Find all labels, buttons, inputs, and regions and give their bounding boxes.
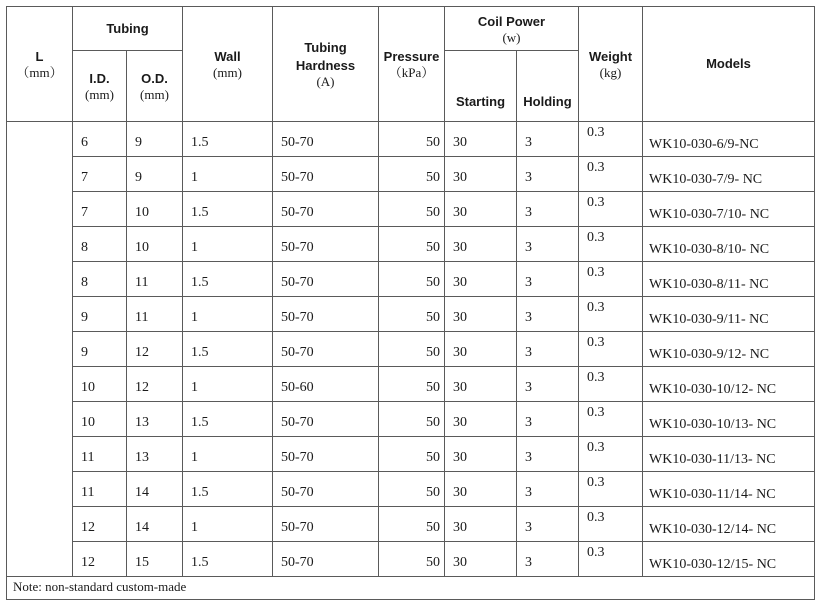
cell-model: WK10-030-7/9- NC — [643, 157, 815, 192]
cell-weight: 0.3 — [579, 192, 643, 227]
cell-weight: 0.3 — [579, 472, 643, 507]
header-models-label: Models — [706, 56, 751, 71]
cell-od: 12 — [127, 332, 183, 367]
table-row — [7, 542, 815, 577]
table-row — [7, 262, 815, 297]
cell-wall: 1 — [183, 437, 273, 472]
cell-holding: 3 — [517, 332, 579, 367]
cell-weight: 0.3 — [579, 367, 643, 402]
cell-model: WK10-030-11/13- NC — [643, 437, 815, 472]
cell-id: 12 — [73, 507, 127, 542]
cell-wall: 1.5 — [183, 542, 273, 577]
cell-starting: 30 — [445, 472, 517, 507]
header-starting — [445, 51, 517, 122]
header-od-unit: (mm) — [140, 87, 169, 102]
header-pressure-label: Pressure — [383, 49, 440, 64]
table-row — [7, 507, 815, 542]
header-tubing-label: Tubing — [106, 20, 149, 36]
cell-od: 9 — [127, 157, 183, 192]
cell-holding: 3 — [517, 297, 579, 332]
cell-id: 11 — [73, 437, 127, 472]
cell-holding: 3 — [517, 122, 579, 157]
header-models — [643, 7, 815, 122]
cell-holding: 3 — [517, 157, 579, 192]
cell-holding: 3 — [517, 402, 579, 437]
cell-holding: 3 — [517, 192, 579, 227]
header-length — [7, 7, 73, 122]
header-holding — [517, 51, 579, 122]
cell-holding: 3 — [517, 542, 579, 577]
cell-hardness: 50-70 — [273, 507, 379, 542]
header-length-label: L — [35, 49, 44, 64]
table-row — [7, 367, 815, 402]
cell-model: WK10-030-8/11- NC — [643, 262, 815, 297]
cell-holding: 3 — [517, 472, 579, 507]
cell-id: 8 — [73, 262, 127, 297]
cell-id: 10 — [73, 402, 127, 437]
cell-weight: 0.3 — [579, 542, 643, 577]
cell-hardness: 50-70 — [273, 542, 379, 577]
cell-hardness: 50-70 — [273, 192, 379, 227]
cell-hardness: 50-70 — [273, 437, 379, 472]
cell-model: WK10-030-8/10- NC — [643, 227, 815, 262]
cell-wall: 1.5 — [183, 402, 273, 437]
header-pressure — [379, 7, 445, 122]
header-id — [73, 51, 127, 122]
cell-wall: 1.5 — [183, 262, 273, 297]
cell-pressure: 50 — [379, 402, 445, 437]
cell-weight: 0.3 — [579, 437, 643, 472]
table-row — [7, 402, 815, 437]
cell-weight: 0.3 — [579, 297, 643, 332]
cell-pressure: 50 — [379, 262, 445, 297]
header-wall — [183, 7, 273, 122]
cell-wall: 1 — [183, 297, 273, 332]
cell-od: 11 — [127, 297, 183, 332]
cell-starting: 30 — [445, 122, 517, 157]
cell-hardness: 50-70 — [273, 122, 379, 157]
header-hardness — [273, 7, 379, 122]
header-hardness-unit: (A) — [316, 74, 335, 89]
cell-model: WK10-030-10/12- NC — [643, 367, 815, 402]
cell-pressure: 50 — [379, 507, 445, 542]
cell-wall: 1.5 — [183, 332, 273, 367]
cell-hardness: 50-70 — [273, 402, 379, 437]
cell-id: 9 — [73, 297, 127, 332]
cell-starting: 30 — [445, 157, 517, 192]
cell-od: 10 — [127, 192, 183, 227]
table-row — [7, 157, 815, 192]
table-row — [7, 472, 815, 507]
header-wall-label: Wall — [214, 49, 241, 64]
cell-od: 12 — [127, 367, 183, 402]
cell-od: 11 — [127, 262, 183, 297]
spec-table — [6, 6, 815, 600]
cell-wall: 1 — [183, 157, 273, 192]
cell-weight: 0.3 — [579, 157, 643, 192]
header-hardness-label-1: Tubing — [304, 40, 347, 55]
table-body — [7, 122, 815, 577]
table-row — [7, 122, 815, 157]
cell-hardness: 50-70 — [273, 262, 379, 297]
cell-id: 9 — [73, 332, 127, 367]
table-row — [7, 227, 815, 262]
cell-model: WK10-030-10/13- NC — [643, 402, 815, 437]
cell-wall: 1.5 — [183, 472, 273, 507]
cell-pressure: 50 — [379, 472, 445, 507]
cell-wall: 1 — [183, 507, 273, 542]
cell-od: 13 — [127, 402, 183, 437]
cell-starting: 30 — [445, 192, 517, 227]
cell-id: 12 — [73, 542, 127, 577]
cell-weight: 0.3 — [579, 262, 643, 297]
header-coil-unit: (w) — [502, 29, 521, 45]
cell-id: 6 — [73, 122, 127, 157]
table-row — [7, 332, 815, 367]
cell-weight: 0.3 — [579, 402, 643, 437]
cell-holding: 3 — [517, 437, 579, 472]
cell-hardness: 50-70 — [273, 332, 379, 367]
cell-pressure: 50 — [379, 332, 445, 367]
cell-hardness: 50-70 — [273, 297, 379, 332]
header-coil-label: Coil Power — [477, 13, 546, 29]
cell-model: WK10-030-12/14- NC — [643, 507, 815, 542]
table-row — [7, 192, 815, 227]
cell-od: 13 — [127, 437, 183, 472]
cell-hardness: 50-70 — [273, 157, 379, 192]
cell-pressure: 50 — [379, 367, 445, 402]
cell-pressure: 50 — [379, 542, 445, 577]
cell-weight: 0.3 — [579, 507, 643, 542]
cell-wall: 1 — [183, 367, 273, 402]
cell-model: WK10-030-7/10- NC — [643, 192, 815, 227]
cell-model: WK10-030-12/15- NC — [643, 542, 815, 577]
header-od-label: O.D. — [141, 71, 168, 86]
header-wall-unit: (mm) — [213, 65, 242, 80]
cell-starting: 30 — [445, 262, 517, 297]
cell-id: 11 — [73, 472, 127, 507]
cell-id: 7 — [73, 192, 127, 227]
cell-starting: 30 — [445, 367, 517, 402]
cell-starting: 30 — [445, 437, 517, 472]
cell-od: 9 — [127, 122, 183, 157]
cell-hardness: 50-70 — [273, 227, 379, 262]
table-note: Note: non-standard custom-made — [7, 577, 815, 600]
cell-model: WK10-030-9/11- NC — [643, 297, 815, 332]
cell-pressure: 50 — [379, 297, 445, 332]
header-weight — [579, 7, 643, 122]
cell-holding: 3 — [517, 507, 579, 542]
cell-pressure: 50 — [379, 437, 445, 472]
cell-pressure: 50 — [379, 192, 445, 227]
header-pressure-unit: （kPa） — [388, 65, 435, 80]
length-column-cell — [7, 122, 73, 577]
cell-starting: 30 — [445, 507, 517, 542]
table-row — [7, 297, 815, 332]
header-id-label: I.D. — [89, 71, 110, 86]
header-id-unit: (mm) — [85, 87, 114, 102]
cell-holding: 3 — [517, 227, 579, 262]
cell-od: 10 — [127, 227, 183, 262]
cell-id: 8 — [73, 227, 127, 262]
cell-weight: 0.3 — [579, 332, 643, 367]
header-weight-label: Weight — [588, 49, 633, 64]
cell-id: 7 — [73, 157, 127, 192]
cell-od: 14 — [127, 507, 183, 542]
cell-starting: 30 — [445, 402, 517, 437]
header-holding-label: Holding — [523, 94, 572, 109]
cell-starting: 30 — [445, 297, 517, 332]
cell-pressure: 50 — [379, 157, 445, 192]
cell-weight: 0.3 — [579, 227, 643, 262]
header-hardness-label-2: Hardness — [295, 58, 356, 73]
cell-model: WK10-030-6/9-NC — [643, 122, 815, 157]
cell-model: WK10-030-9/12- NC — [643, 332, 815, 367]
cell-starting: 30 — [445, 227, 517, 262]
cell-hardness: 50-70 — [273, 472, 379, 507]
header-starting-label: Starting — [455, 94, 506, 109]
cell-starting: 30 — [445, 542, 517, 577]
cell-wall: 1.5 — [183, 192, 273, 227]
table-row — [7, 437, 815, 472]
cell-holding: 3 — [517, 262, 579, 297]
cell-od: 15 — [127, 542, 183, 577]
header-od — [127, 51, 183, 122]
header-length-unit: （mm） — [16, 65, 63, 80]
cell-wall: 1.5 — [183, 122, 273, 157]
header-tubing — [73, 7, 183, 51]
cell-pressure: 50 — [379, 122, 445, 157]
header-weight-unit: (kg) — [599, 65, 622, 80]
cell-od: 14 — [127, 472, 183, 507]
cell-pressure: 50 — [379, 227, 445, 262]
cell-id: 10 — [73, 367, 127, 402]
cell-wall: 1 — [183, 227, 273, 262]
cell-starting: 30 — [445, 332, 517, 367]
cell-model: WK10-030-11/14- NC — [643, 472, 815, 507]
cell-weight: 0.3 — [579, 122, 643, 157]
cell-hardness: 50-60 — [273, 367, 379, 402]
cell-holding: 3 — [517, 367, 579, 402]
header-coil-power — [445, 7, 579, 51]
